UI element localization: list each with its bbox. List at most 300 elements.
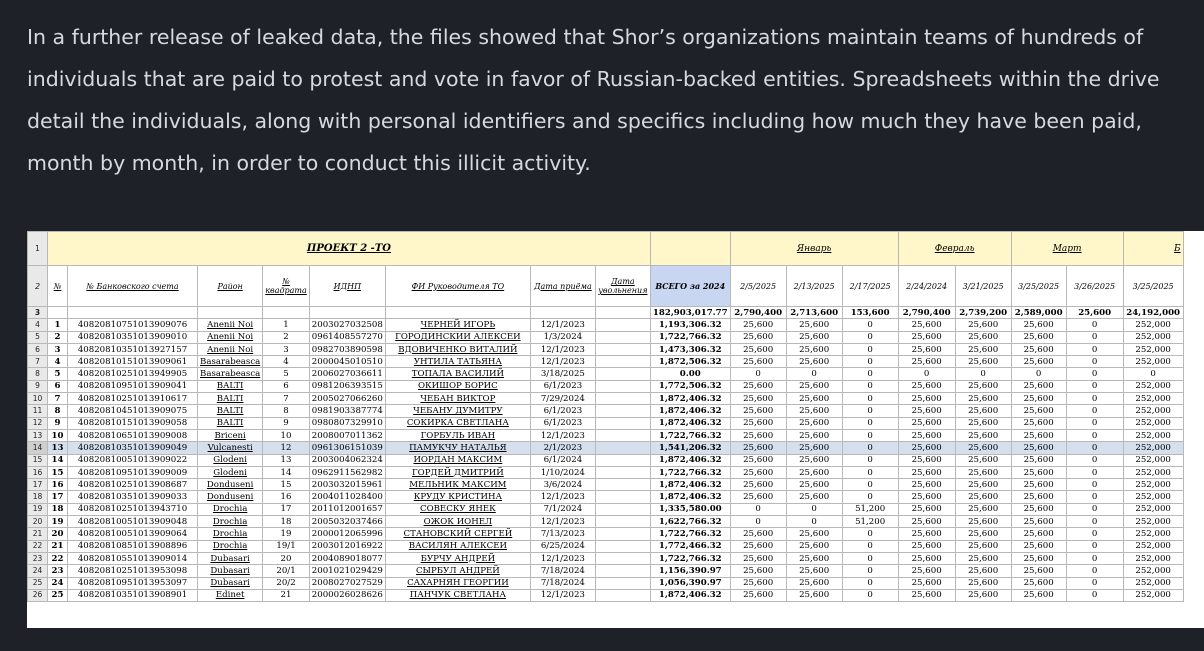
table-cell: 51,200 (842, 503, 898, 515)
table-cell: 0.00 (650, 368, 730, 380)
table-row (28, 380, 1184, 392)
table-cell (595, 405, 650, 417)
table-cell: 22 (48, 552, 68, 564)
table-cell: 1,722,766.32 (650, 552, 730, 564)
table-cell: Anenii Noi (198, 343, 263, 355)
table-cell: 12/1/2023 (530, 343, 595, 355)
table-cell: 15 (48, 466, 68, 478)
table-cell: 25,600 (955, 503, 1011, 515)
table-cell: 2 (263, 331, 310, 343)
table-cell: 25,600 (786, 380, 842, 392)
row-number: 23 (28, 552, 48, 564)
table-cell: Dubasari (198, 552, 263, 564)
header-cell: ИДНП (309, 266, 385, 307)
table-cell: 4 (263, 356, 310, 368)
table-cell: 7/18/2024 (530, 565, 595, 577)
table-row (28, 577, 1184, 589)
header-cell: № квадрата (263, 266, 310, 307)
table-row (28, 331, 1184, 343)
table-cell: 0980807329910 (309, 417, 385, 429)
table-cell: 9 (48, 417, 68, 429)
table-cell: 1,872,406.32 (650, 393, 730, 405)
table-row (28, 343, 1184, 355)
table-cell: 25,600 (786, 589, 842, 601)
table-cell (595, 528, 650, 540)
table-cell: 1,335,580.00 (650, 503, 730, 515)
table-cell: 252,000 (1123, 405, 1183, 417)
table-cell: 51,200 (842, 516, 898, 528)
table-cell: 252,000 (1123, 331, 1183, 343)
table-cell: 2006027036611 (309, 368, 385, 380)
table-cell: 2000045010510 (309, 356, 385, 368)
table-cell: 25,600 (786, 540, 842, 552)
row-number: 9 (28, 380, 48, 392)
row-number: 16 (28, 466, 48, 478)
table-cell: 25,600 (730, 552, 786, 564)
table-cell: 0 (1066, 516, 1123, 528)
table-cell: 1 (48, 319, 68, 331)
table-cell: УНТИЛА ТАТЬЯНА (385, 356, 530, 368)
table-cell: 25,600 (955, 577, 1011, 589)
table-cell: 12 (263, 442, 310, 454)
table-cell: 15 (263, 479, 310, 491)
row-number: 7 (28, 356, 48, 368)
table-cell: 0 (1066, 589, 1123, 601)
table-cell: 25,600 (1011, 577, 1066, 589)
table-cell: 25,600 (955, 565, 1011, 577)
table-cell: 1,872,406.32 (650, 589, 730, 601)
table-cell: 7/1/2024 (530, 503, 595, 515)
month-next-cut: Б (1123, 232, 1183, 266)
table-cell: 9 (263, 417, 310, 429)
table-cell (595, 368, 650, 380)
table-cell: 23 (48, 565, 68, 577)
table-cell: 7/13/2023 (530, 528, 595, 540)
table-cell: 25,600 (786, 491, 842, 503)
table-cell: 252,000 (1123, 565, 1183, 577)
table-cell: 25,600 (898, 516, 955, 528)
table-cell (595, 466, 650, 478)
table-cell (595, 540, 650, 552)
table-cell: 252,000 (1123, 343, 1183, 355)
table-cell: 8 (263, 405, 310, 417)
table-cell: Basarabeasca (198, 368, 263, 380)
table-cell: 25,600 (898, 331, 955, 343)
table-cell: 0 (842, 466, 898, 478)
table-row (28, 552, 1184, 564)
table-cell: 25,600 (730, 528, 786, 540)
table-cell: 25,600 (1011, 540, 1066, 552)
table-cell: 0 (842, 589, 898, 601)
table-cell: 25,600 (955, 479, 1011, 491)
table-cell: 1,473,306.32 (650, 343, 730, 355)
sheet-header-row (28, 266, 1184, 307)
table-cell: 0 (1066, 343, 1123, 355)
table-cell: 0 (898, 368, 955, 380)
table-cell: 25,600 (898, 466, 955, 478)
table-cell: 252,000 (1123, 454, 1183, 466)
table-cell: 2008027027529 (309, 577, 385, 589)
table-cell: 0 (842, 577, 898, 589)
table-cell: 2000012065996 (309, 528, 385, 540)
table-cell: Dubasari (198, 565, 263, 577)
table-cell: 0961306151039 (309, 442, 385, 454)
table-cell: 25,600 (1011, 552, 1066, 564)
table-cell: 17 (263, 503, 310, 515)
table-row (28, 466, 1184, 478)
table-cell: 25,600 (730, 577, 786, 589)
table-cell: 25,600 (1011, 528, 1066, 540)
table-cell: 25,600 (786, 466, 842, 478)
table-row (28, 393, 1184, 405)
table-cell: 40820810351013909010 (68, 331, 198, 343)
table-cell: 1/3/2024 (530, 331, 595, 343)
table-cell: 0 (842, 552, 898, 564)
table-cell: ИОРДАН МАКСИМ (385, 454, 530, 466)
table-row (28, 528, 1184, 540)
table-cell: 252,000 (1123, 380, 1183, 392)
header-cell: № Банковского счета (68, 266, 198, 307)
row-number: 10 (28, 393, 48, 405)
table-cell: 0 (1011, 368, 1066, 380)
table-cell: 40820810951013909009 (68, 466, 198, 478)
table-cell (595, 417, 650, 429)
table-cell: 40820810251013949905 (68, 368, 198, 380)
table-row (28, 442, 1184, 454)
table-cell: 7 (48, 393, 68, 405)
table-cell: 1,056,390.97 (650, 577, 730, 589)
table-cell: Glodeni (198, 466, 263, 478)
row-number: 20 (28, 516, 48, 528)
table-cell: 12/1/2023 (530, 552, 595, 564)
table-cell: 2003004062324 (309, 454, 385, 466)
table-cell: 0 (786, 516, 842, 528)
table-cell (595, 516, 650, 528)
table-cell: 40820810251013953098 (68, 565, 198, 577)
table-cell: 25,600 (955, 528, 1011, 540)
table-cell: Drochia (198, 516, 263, 528)
month-january: Январь (730, 232, 898, 266)
header-cell: 3/25/2025 (1011, 266, 1066, 307)
total-cell: 24,192,000 (1123, 307, 1183, 319)
table-cell: Donduseni (198, 491, 263, 503)
table-cell: 2005032037466 (309, 516, 385, 528)
table-cell: СОВЕСКУ ЯНЕК (385, 503, 530, 515)
table-cell: 25,600 (1011, 466, 1066, 478)
table-cell: 252,000 (1123, 429, 1183, 441)
table-cell: 25,600 (898, 479, 955, 491)
table-cell: 252,000 (1123, 577, 1183, 589)
table-cell: ВДОВИЧЕНКО ВИТАЛИЙ (385, 343, 530, 355)
table-cell: 40820810351013909033 (68, 491, 198, 503)
table-cell: 0 (842, 491, 898, 503)
table-cell: 25,600 (955, 429, 1011, 441)
table-cell: 0981903387774 (309, 405, 385, 417)
table-cell: 0 (1066, 331, 1123, 343)
table-cell: 19/1 (263, 540, 310, 552)
table-cell: ГОРБУЛЬ ИВАН (385, 429, 530, 441)
table-cell: 1,872,406.32 (650, 491, 730, 503)
table-cell: 1,722,766.32 (650, 429, 730, 441)
header-cell: 2/17/2025 (842, 266, 898, 307)
month-march: Март (1011, 232, 1123, 266)
table-cell: 25,600 (955, 552, 1011, 564)
table-cell: 0 (1066, 356, 1123, 368)
table-cell: 0 (842, 454, 898, 466)
table-cell: 1,872,406.32 (650, 417, 730, 429)
table-cell: 25,600 (955, 405, 1011, 417)
table-cell: 25,600 (955, 491, 1011, 503)
table-cell: 40820810251013908687 (68, 479, 198, 491)
table-cell: Drochia (198, 540, 263, 552)
table-cell: 6/1/2023 (530, 380, 595, 392)
table-cell: 2001021029429 (309, 565, 385, 577)
row-number: 18 (28, 491, 48, 503)
table-cell: 20 (48, 528, 68, 540)
table-cell: 25,600 (730, 565, 786, 577)
table-cell: 40820810251013910617 (68, 393, 198, 405)
table-cell (595, 343, 650, 355)
table-cell: 6/25/2024 (530, 540, 595, 552)
table-cell: 3/18/2025 (530, 368, 595, 380)
table-cell: 0 (842, 417, 898, 429)
table-cell: 25,600 (786, 454, 842, 466)
table-cell: 0 (1066, 479, 1123, 491)
table-cell: Anenii Noi (198, 319, 263, 331)
table-cell: 25,600 (730, 331, 786, 343)
table-cell: 7 (263, 393, 310, 405)
table-cell: Dubasari (198, 577, 263, 589)
table-cell: 0 (1066, 491, 1123, 503)
table-row (28, 540, 1184, 552)
table-cell: 25,600 (730, 589, 786, 601)
table-cell: 13 (48, 442, 68, 454)
table-cell: 0962911562982 (309, 466, 385, 478)
table-cell: BALTI (198, 405, 263, 417)
table-cell (595, 454, 650, 466)
table-cell: 25,600 (1011, 516, 1066, 528)
table-cell: 20/1 (263, 565, 310, 577)
table-cell: 0 (1066, 417, 1123, 429)
table-cell: 3/6/2024 (530, 479, 595, 491)
row-number: 11 (28, 405, 48, 417)
table-cell: 21 (263, 589, 310, 601)
table-cell: 25,600 (898, 454, 955, 466)
table-cell: ЧЕБАН ВИКТОР (385, 393, 530, 405)
table-cell: 25,600 (786, 405, 842, 417)
table-cell: 252,000 (1123, 491, 1183, 503)
table-cell: 2003032015961 (309, 479, 385, 491)
table-cell: 40820810851013908896 (68, 540, 198, 552)
table-cell: 252,000 (1123, 442, 1183, 454)
row-number: 2 (28, 266, 48, 307)
table-cell: 7/29/2024 (530, 393, 595, 405)
table-cell: 0 (1066, 393, 1123, 405)
header-cell: ФИ Руководителя ТО (385, 266, 530, 307)
table-cell: 0 (1066, 442, 1123, 454)
table-cell: 25,600 (955, 589, 1011, 601)
table-cell: 25,600 (898, 589, 955, 601)
table-cell: 25,600 (955, 331, 1011, 343)
table-row (28, 479, 1184, 491)
table-cell: 18 (48, 503, 68, 515)
table-cell (595, 331, 650, 343)
table-cell: 1,772,466.32 (650, 540, 730, 552)
table-cell: 5 (48, 368, 68, 380)
table-cell: 40820810051013909064 (68, 528, 198, 540)
table-cell: ЧЕБАНУ ДУМИТРУ (385, 405, 530, 417)
table-cell: 0 (842, 331, 898, 343)
table-cell: 3 (263, 343, 310, 355)
table-cell: 2003027032508 (309, 319, 385, 331)
header-cell: 3/26/2025 (1066, 266, 1123, 307)
table-cell (595, 479, 650, 491)
table-cell: 25,600 (898, 528, 955, 540)
table-cell: 0961408557270 (309, 331, 385, 343)
table-cell: 25,600 (786, 417, 842, 429)
table-cell: 25,600 (1011, 589, 1066, 601)
table-cell: 25,600 (898, 405, 955, 417)
table-cell: 12/1/2023 (530, 516, 595, 528)
table-cell: Briceni (198, 429, 263, 441)
table-cell: 0 (730, 503, 786, 515)
table-cell: 40820810751013909076 (68, 319, 198, 331)
table-cell: ОЖОК ИОНЕЛ (385, 516, 530, 528)
table-cell: 0 (842, 565, 898, 577)
table-cell: BALTI (198, 380, 263, 392)
table-cell: 25,600 (730, 405, 786, 417)
table-cell: 25,600 (730, 540, 786, 552)
table-row (28, 516, 1184, 528)
table-cell (595, 552, 650, 564)
table-cell (595, 393, 650, 405)
total-cell: 2,713,600 (786, 307, 842, 319)
table-cell: 25,600 (1011, 393, 1066, 405)
table-cell: 2008007011362 (309, 429, 385, 441)
table-cell: 19 (263, 528, 310, 540)
table-cell: 252,000 (1123, 319, 1183, 331)
table-cell: 25,600 (898, 393, 955, 405)
table-cell: 25,600 (730, 429, 786, 441)
table-cell: 25,600 (786, 319, 842, 331)
table-cell: 25,600 (955, 466, 1011, 478)
table-cell: 0982703890598 (309, 343, 385, 355)
table-cell: 2004089018077 (309, 552, 385, 564)
table-cell: 25,600 (730, 491, 786, 503)
table-cell: 0 (730, 516, 786, 528)
table-cell: 10 (48, 429, 68, 441)
table-cell (595, 319, 650, 331)
table-cell: 252,000 (1123, 528, 1183, 540)
table-cell: 2/1/2023 (530, 442, 595, 454)
table-cell: 1,772,506.32 (650, 380, 730, 392)
table-cell: 16 (48, 479, 68, 491)
table-cell: 25,600 (898, 577, 955, 589)
table-cell: 25,600 (1011, 356, 1066, 368)
table-cell: 25,600 (1011, 479, 1066, 491)
row-number: 5 (28, 331, 48, 343)
table-cell: 0 (1066, 466, 1123, 478)
table-cell (595, 565, 650, 577)
table-cell: 40820810551013909014 (68, 552, 198, 564)
table-cell: 252,000 (1123, 589, 1183, 601)
table-cell: 0 (1066, 368, 1123, 380)
table-cell: 0 (842, 429, 898, 441)
table-cell: 25,600 (898, 442, 955, 454)
table-cell: 40820810151013909058 (68, 417, 198, 429)
row-number: 8 (28, 368, 48, 380)
table-cell: 252,000 (1123, 393, 1183, 405)
table-cell: 13 (263, 454, 310, 466)
row-number: 17 (28, 479, 48, 491)
table-cell: 0 (842, 393, 898, 405)
sheet-totals-row (28, 307, 1184, 319)
table-cell: 14 (48, 454, 68, 466)
table-cell: 25,600 (730, 343, 786, 355)
table-cell: 0 (842, 540, 898, 552)
table-cell: 7/18/2024 (530, 577, 595, 589)
row-number: 14 (28, 442, 48, 454)
table-cell: 0 (842, 368, 898, 380)
table-cell: 25,600 (898, 343, 955, 355)
table-cell: 25,600 (1011, 405, 1066, 417)
table-cell: ОКИШОР БОРИС (385, 380, 530, 392)
header-cell: Дата увольнения (595, 266, 650, 307)
table-cell: Edinet (198, 589, 263, 601)
table-cell: ПАМУКЧУ НАТАЛЬЯ (385, 442, 530, 454)
table-cell: 4 (48, 356, 68, 368)
table-cell: 0 (842, 319, 898, 331)
table-cell: 40820810651013909008 (68, 429, 198, 441)
table-cell: 25,600 (955, 319, 1011, 331)
spreadsheet-screenshot (27, 231, 1204, 628)
table-cell: 25,600 (1011, 442, 1066, 454)
header-cell: Дата приёма (530, 266, 595, 307)
table-cell: СЫРБУЛ АНДРЕЙ (385, 565, 530, 577)
table-cell: 25,600 (786, 552, 842, 564)
table-cell: 21 (48, 540, 68, 552)
table-cell: ПАНЧУК СВЕТЛАНА (385, 589, 530, 601)
table-cell: 25,600 (898, 540, 955, 552)
row-number: 6 (28, 343, 48, 355)
table-cell: 25,600 (1011, 331, 1066, 343)
table-cell: 40820810051013909048 (68, 516, 198, 528)
table-cell: 25,600 (786, 331, 842, 343)
table-cell: 25,600 (898, 380, 955, 392)
table-cell: 25,600 (1011, 565, 1066, 577)
table-row (28, 368, 1184, 380)
table-cell: 25,600 (955, 417, 1011, 429)
table-cell: Vulcanesti (198, 442, 263, 454)
table-cell: 1,193,306.32 (650, 319, 730, 331)
table-cell: 18 (263, 516, 310, 528)
table-row (28, 319, 1184, 331)
table-cell: 0981206393515 (309, 380, 385, 392)
table-row (28, 503, 1184, 515)
table-cell: 25,600 (730, 319, 786, 331)
table-cell: 25,600 (1011, 380, 1066, 392)
table-cell: 1,872,406.32 (650, 405, 730, 417)
table-cell: 25,600 (730, 356, 786, 368)
table-cell (595, 589, 650, 601)
table-cell: 25,600 (786, 565, 842, 577)
table-cell: 25,600 (898, 565, 955, 577)
table-cell: 12/1/2023 (530, 429, 595, 441)
table-cell: 0 (842, 479, 898, 491)
table-cell: 20/2 (263, 577, 310, 589)
table-cell: СОКИРКА СВЕТЛАНА (385, 417, 530, 429)
table-cell: 25,600 (730, 466, 786, 478)
